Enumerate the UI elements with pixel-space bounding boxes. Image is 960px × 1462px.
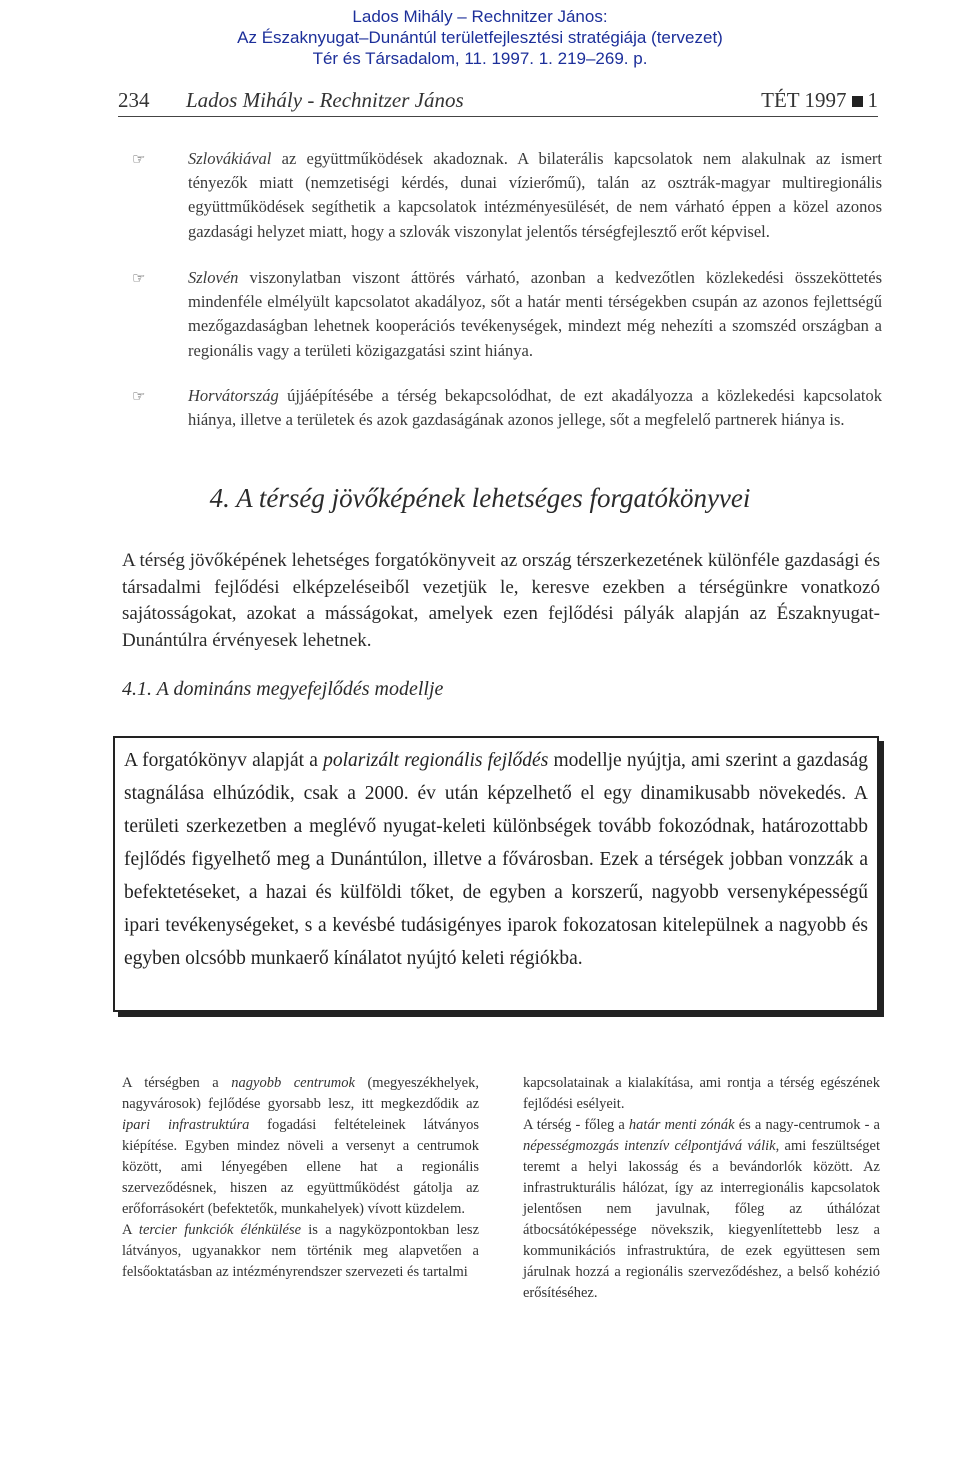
bullet-slovenia xyxy=(118,266,882,363)
bullet-lead: Szlovén xyxy=(188,268,239,287)
left-column-paragraph-2 xyxy=(122,1220,479,1283)
right-column-paragraph-1: kapcsolatainak a kialakítása, ami rontja a térség egészének fejlődési esélyeit. xyxy=(523,1075,880,1112)
highlight-box xyxy=(113,736,879,1012)
section-4-heading: 4. A térség jövőképének lehetséges forgatókönyvei xyxy=(209,483,751,513)
issue-number: 1 xyxy=(867,88,878,112)
text-run: (megyeszékhelyek, nagyvárosok) fejlődése gyorsabb lesz, itt megkezdődik az xyxy=(122,1075,479,1112)
citation-line-3: Tér és Társadalom, 11. 1997. 1. 219–269. p. xyxy=(312,49,648,68)
bullet-text: újjáépítésébe a térség bekapcsolódhat, de ezt akadályozza a közlekedési kapcsolatok hiánya, illetve a területek és azok gazdaságának azonos jellege, sőt a megfelelő partnerek hiánya is. xyxy=(188,386,882,430)
running-head-journal xyxy=(761,88,878,113)
box-text-italic: polarizált regionális fejlődés xyxy=(323,750,549,771)
text-run: , ami feszültséget teremt a helyi lakosság és a bevándorlók között. Az infrastrukturális hálózat, így az interregionális kapcsolatok jelentősen nem javulnak, főleg az úthálózat átbocsátóképessége növekszik, kiegyenlítettebb lesz a kommunikációs infrastruktúra, de ezek együttesen sem járulnak hozzá a regionális szerveződéshez, a belső kohézió erősítéséhez. xyxy=(523,1138,880,1301)
text-run: A térség - főleg a xyxy=(523,1117,629,1133)
italic-run: határ menti zónák xyxy=(628,1117,735,1133)
text-run: fogadási feltételeinek látványos kiépítése. Egyben mindez növeli a versenyt a centrumok között, ami lényegében ellene hat a regionális szerveződésnek, hiszen az együttműködést gátolja az erőforrásokért (befektetők, munkahelyek) vívott küzdelem. xyxy=(122,1117,479,1217)
italic-run: ipari infrastruktúra xyxy=(122,1117,250,1133)
section-4-paragraph: A térség jövőképének lehetséges forgatókönyveit az ország térszerkezetének különféle gazdasági és társadalmi fejlődési elképzeléseiből vezetjük le, keresve ezekben a térségünkre vonatkozó sajátosságokat, azokat a másságokat, amelyek ezen fejlődési pályák alapján az Északnyugat-Dunántúlra érvényesek lehetnek. xyxy=(122,550,880,651)
box-text-pre: A forgatókönyv alapját a xyxy=(124,750,324,771)
bullet-lead: Szlovákiával xyxy=(188,149,272,168)
italic-run: nagyobb centrumok xyxy=(231,1075,355,1091)
pointing-hand-icon: ☞ xyxy=(132,389,146,405)
text-run: A térségben a xyxy=(122,1075,232,1091)
left-column-paragraph-1 xyxy=(122,1073,479,1220)
italic-run: tercier funkciók élénkülése xyxy=(138,1222,302,1238)
bullet-text: viszonylatban viszont áttörés várható, azonban a kedvezőtlen közlekedési összeköttetés mindenféle elmélyült kapcsolatot akadályoz, sőt a határ menti térségekben csupán az azonos fejlettségű mezőgazdaságban lehetnek kooperációs tevékenységek, mindezt még nehezíti a szomszéd országban a regionális vagy a területi közigazgatási szint hiánya. xyxy=(188,268,882,360)
square-bullet-icon xyxy=(852,96,863,107)
bullet-lead: Horvátország xyxy=(188,386,279,405)
pointing-hand-icon: ☞ xyxy=(132,152,146,168)
italic-run: népességmozgás intenzív célpontjává válik xyxy=(523,1138,776,1154)
citation-line-1: Lados Mihály – Rechnitzer János: xyxy=(352,7,608,26)
bullet-slovakia xyxy=(118,147,882,244)
pointing-hand-icon: ☞ xyxy=(132,271,146,287)
text-run: és a nagy-centrumok - a xyxy=(734,1117,880,1133)
left-column xyxy=(122,1073,479,1283)
text-run: is a nagyközpontokban lesz látványos, ugyanakkor nem történik meg alapvetően a felsőoktatásban az intézményrendszer szervezeti és tartalmi xyxy=(122,1222,479,1280)
text-run: A xyxy=(122,1222,139,1238)
running-head-authors: Lados Mihály - Rechnitzer János xyxy=(186,88,464,112)
bullet-text: az együttműködések akadoznak. A bilaterális kapcsolatok nem alakulnak az ismert tényezők miatt (nemzetiségi kérdés, dunai vízierőmű), talán az osztrák-magyar multiregionális együttműködések segíthetik a kapcsolatok intézményesülését, de nem várható éppen a közel azonos gazdasági helyzet miatt, hogy a szlovák viszonylat jelentős térségfejlesztő erőt képvisel. xyxy=(188,149,882,241)
citation-line-2: Az Északnyugat–Dunántúl területfejlesztési stratégiája (tervezet) xyxy=(237,28,723,47)
journal-name: TÉT 1997 xyxy=(761,88,847,112)
highlight-box-text xyxy=(124,744,868,975)
right-column-paragraph-2 xyxy=(523,1115,880,1304)
page-number: 234 xyxy=(118,88,150,112)
right-column xyxy=(523,1073,880,1304)
bullet-croatia xyxy=(118,384,882,432)
running-head xyxy=(118,86,878,117)
section-4-1-heading: 4.1. A domináns megyefejlődés modellje xyxy=(122,678,444,700)
box-text-post: modellje nyújtja, ami szerint a gazdaság stagnálása elhúzódik, csak a 2000. év után képzelhető el egy dinamikusabb növekedés. A területi szerkezetben a meglévő nyugat-keleti különbségek tovább fokozódnak, határozottabb fejlődés figyelhető meg a Dunántúlon, illetve a fővárosban. Ezek a térségek jobban vonzzák a befektetéseket, a hazai és külföldi tőket, de egyben a korszerű, nagyobb versenyképességű ipari tevékenységeket, s a kevésbé tudásigényes iparok fokozatosan kitelepülnek a nagyobb és egyben olcsóbb munkaerő kínálatot nyújtó keleti régiókba. xyxy=(124,750,868,969)
